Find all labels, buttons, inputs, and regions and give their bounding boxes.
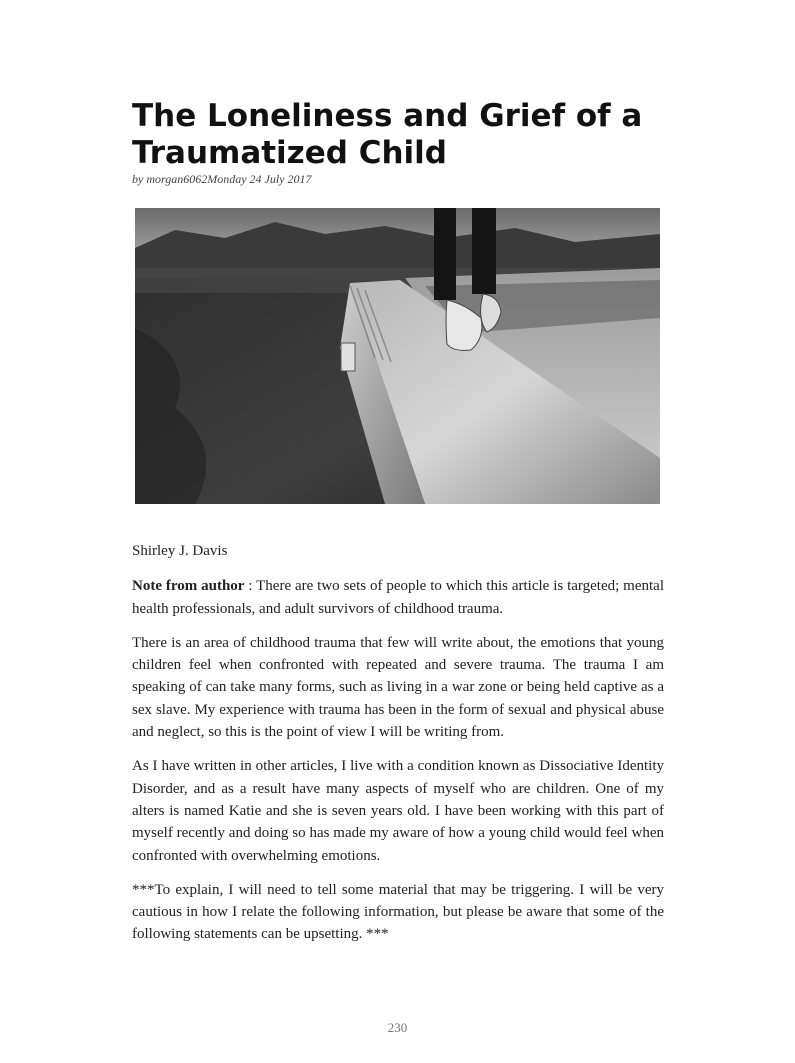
note-label: Note from author xyxy=(132,578,245,595)
article-byline: by morgan6062Monday 24 July 2017 xyxy=(132,172,312,186)
paragraph: ***To explain, I will need to tell some material that may be triggering. I will be very cautious in how I relate the following information, but please be aware that some of the following statements can be upsetting. *** xyxy=(132,881,664,943)
article-title: The Loneliness and Grief of a Traumatized Child xyxy=(132,98,643,171)
paragraph: There is an area of childhood trauma that few will write about, the emotions that young children feel when confronted with repeated and severe trauma. The trauma I am speaking of can take many forms, such as living in a war zone or being held captive as a sex slave. My experience with trauma has been in the form of sexual and physical abuse and neglect, so this is the point of view I will be writing from. xyxy=(132,634,664,741)
article-author: Shirley J. Davis xyxy=(132,543,228,559)
article-body xyxy=(132,540,664,958)
note-text: : There are two sets of people to which this article is targeted; mental health professionals, and adult survivors of childhood trauma. xyxy=(132,578,664,617)
author-note xyxy=(132,575,664,620)
page-number: 230 xyxy=(387,1020,408,1035)
article xyxy=(132,98,664,943)
hero-image xyxy=(135,208,660,504)
paragraph: As I have written in other articles, I live with a condition known as Dissociative Identity Disorder, and as a result have many aspects of myself who are children. One of my alters is named Katie and she is seven years old. I have been working with this part of myself recently and doing so has made my aware of how a young child would feel when confronted with overwhelming emotions. xyxy=(132,758,664,864)
